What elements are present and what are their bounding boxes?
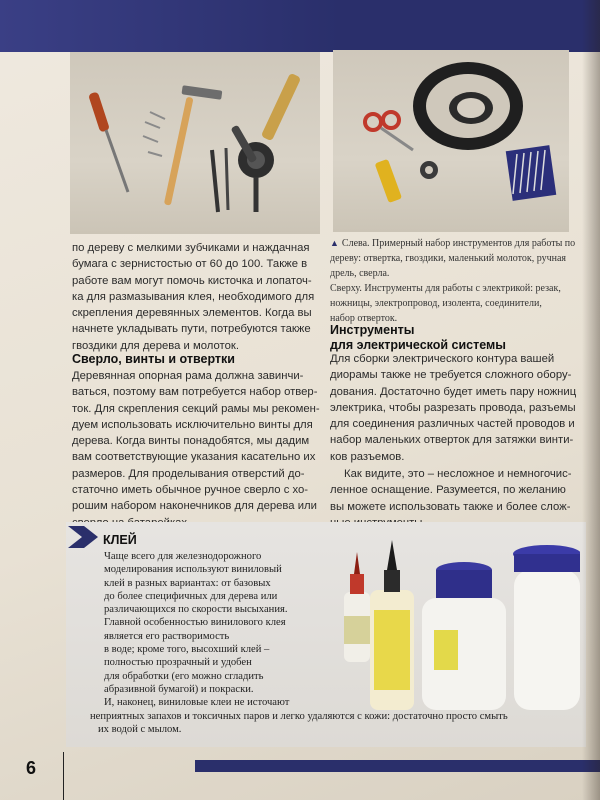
text-line: скрепления деревянных элементов. Когда вы — [72, 307, 312, 320]
page-number: 6 — [26, 758, 37, 778]
footer-band — [195, 760, 600, 772]
text-line: бумага с зернистостью от 60 до 100. Также в — [72, 258, 308, 271]
caption-line — [330, 236, 580, 251]
page-edge-shadow — [582, 0, 600, 800]
text-line: клей в разных вариантах: от базовых — [104, 577, 271, 589]
electrical-tools-photo — [333, 50, 569, 232]
glue-description — [80, 550, 580, 736]
heading-line: для электрической системы — [330, 338, 506, 352]
caption-line: ножницы, электропровод, изолента, соединители, — [330, 298, 542, 309]
caption-line: набор отверток. — [330, 313, 398, 324]
intro-paragraph — [72, 240, 324, 354]
text-line: абразивной бумагой) и покраски. — [104, 683, 254, 695]
drill-section-heading: Сверло, винты и отвертки — [72, 352, 235, 366]
text-line: различающихся по скорости высыхания. — [104, 604, 288, 616]
woodworking-tools-photo — [70, 52, 320, 234]
text-line: Для сборки электрического контура вашей — [330, 353, 555, 365]
text-line: является его растворимость — [104, 630, 230, 642]
text-line: для соединения различных частей проводов и — [330, 418, 575, 431]
text-line: до более специфичных для дерева или — [104, 590, 278, 602]
text-line: ваться, поэтому вам потребуется набор отвер- — [72, 386, 318, 399]
text-line: Главной особенностью винилового клея — [104, 617, 286, 629]
caption-line: дрель, сверла. — [330, 268, 390, 279]
text-line: диорамы также не требуется сложного обору- — [330, 369, 572, 382]
caption-line: Сверху. Инструменты для работы с электрикой: резак, — [330, 283, 561, 294]
text-line: моделирования используют виниловый — [104, 564, 282, 576]
text-line: ленное оснащение. Разумеется, по желанию — [330, 484, 566, 497]
text-line: электрика, чтобы разрезать провода, разъемы — [330, 401, 576, 414]
caption-text: Слева. Примерный набор инструментов для работы по — [341, 238, 576, 249]
text-line: Деревянная опорная рама должна завинчи- — [72, 370, 304, 382]
heading-line: Инструменты — [330, 323, 415, 337]
text-line: статочно иметь обычное ручное сверло с хо- — [72, 484, 309, 497]
arrow-right-icon — [68, 526, 98, 548]
text-line: дования. Достаточно будет иметь пару ножниц — [330, 385, 577, 398]
header-band-accent — [0, 0, 340, 52]
glue-title: КЛЕЙ — [103, 533, 137, 547]
text-line: Чаще всего для железнодорожного — [104, 551, 262, 562]
photo-caption — [330, 236, 580, 326]
text-line: Как видите, это – несложное и немногочис- — [344, 468, 572, 480]
text-line: дерева. Когда винты понадобятся, мы дадим — [72, 435, 310, 448]
text-line: вам соответствующие указания касательно их — [72, 451, 316, 464]
text-line: ток. Для скрепления секций рамы мы рекомен- — [72, 402, 320, 415]
footer-divider — [63, 752, 64, 800]
text-line: начнете укладывать пути, потребуются также — [72, 323, 311, 336]
text-line: ка для размазывания клея, необходимого для — [72, 290, 315, 303]
caption-line: дереву: отвертка, гвоздики, маленький молоток, ручная — [330, 253, 567, 264]
triangle-up-icon: ▲ — [330, 238, 339, 248]
text-line: для обработки (его можно сгладить — [104, 670, 264, 682]
text-line: их водой с мылом. — [98, 723, 182, 735]
text-line: размеров. Для проделывания отверстий до- — [72, 467, 305, 480]
drill-section-paragraph — [72, 368, 324, 531]
electrical-paragraph — [330, 351, 582, 465]
text-line: работе вам могут помочь кисточка и лопаточ- — [72, 274, 312, 287]
text-line: в воде; кроме того, высохший клей – — [104, 644, 270, 656]
text-line: И, наконец, виниловые клеи не источают — [104, 697, 290, 709]
text-line: дуем использовать исключительно винты для — [72, 418, 313, 431]
text-line: рошим набором наконечников для дерева или — [72, 500, 317, 513]
text-line: полностью прозрачный и удобен — [104, 657, 252, 669]
text-line: гвоздики для дерева и молоток. — [72, 339, 239, 352]
text-line: ков разъемов. — [330, 450, 405, 463]
electrical-section-heading — [330, 323, 506, 353]
text-line: по дереву с мелкими зубчиками и наждачная — [72, 242, 310, 254]
text-line: неприятных запахов и токсичных паров и легко удаляются с кожи: достаточно просто смыть — [90, 710, 508, 722]
text-line: набор маленьких отверток для затяжки винти- — [330, 434, 574, 447]
text-line: вы можете использовать также и более слож- — [330, 500, 571, 513]
